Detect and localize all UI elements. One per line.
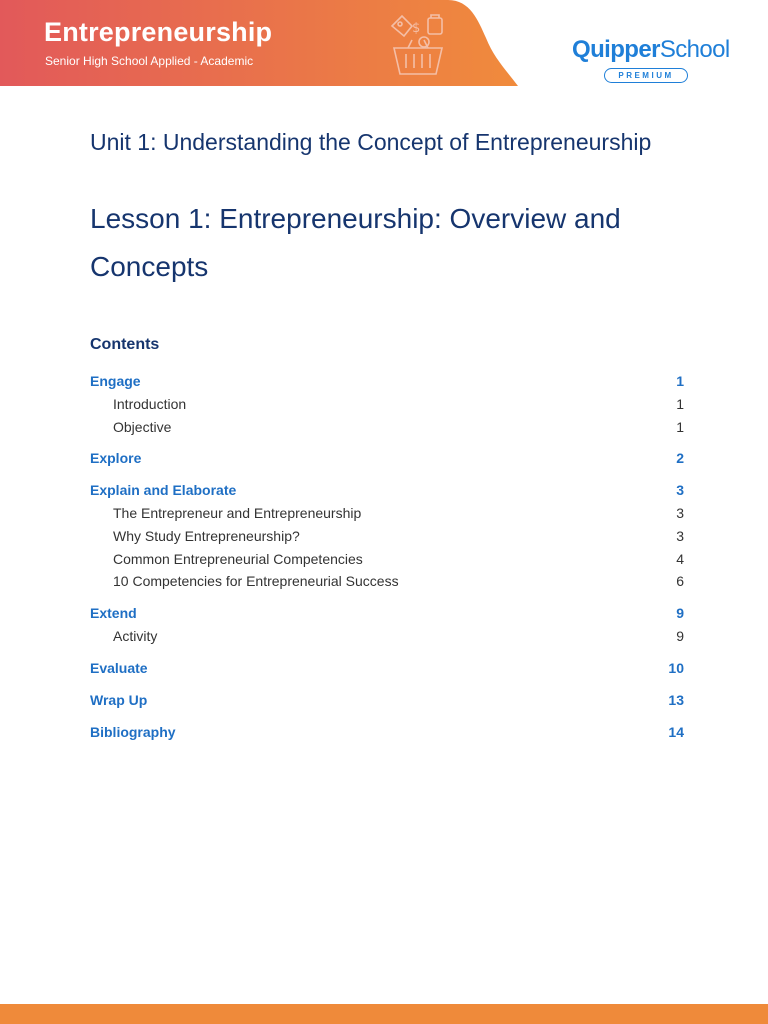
svg-text:$: $ <box>412 21 421 36</box>
course-subtitle: Senior High School Applied - Academic <box>45 54 254 68</box>
toc-label: Wrap Up <box>90 691 148 708</box>
toc-label: The Entrepreneur and Entrepreneurship <box>113 505 362 522</box>
toc-page: 3 <box>676 505 684 522</box>
toc-entry-activity[interactable] <box>90 625 684 648</box>
contents-heading: Contents <box>90 336 160 353</box>
toc-entry-common-competencies[interactable] <box>90 548 684 571</box>
toc-label: Bibliography <box>90 723 176 740</box>
toc-label: 10 Competencies for Entrepreneurial Success <box>113 573 399 590</box>
toc-label: Activity <box>113 628 158 645</box>
toc-entry-why-study[interactable] <box>90 525 684 548</box>
table-of-contents <box>90 370 684 744</box>
unit-title: Unit 1: Understanding the Concept of Entrepreneurship <box>90 129 652 155</box>
lesson-title: Lesson 1: Entrepreneurship: Overview and Concepts <box>90 203 621 282</box>
brand-name-quipper: Quipper <box>572 36 660 63</box>
premium-badge: PREMIUM <box>604 68 688 83</box>
toc-entry-bibliography[interactable] <box>90 721 684 744</box>
toc-label: Objective <box>113 418 172 435</box>
shopping-basket-icon <box>388 12 448 76</box>
toc-page: 9 <box>676 628 684 645</box>
toc-entry-explore[interactable] <box>90 447 684 470</box>
toc-label: Engage <box>90 373 141 389</box>
toc-page: 9 <box>676 605 684 622</box>
toc-page: 2 <box>676 450 684 467</box>
brand-name-school: School <box>659 36 730 63</box>
quipper-school-logo <box>572 36 730 83</box>
toc-page: 14 <box>668 723 684 740</box>
toc-page: 4 <box>676 550 684 567</box>
toc-label: Why Study Entrepreneurship? <box>113 528 300 545</box>
toc-label: Explain and Elaborate <box>90 482 237 499</box>
toc-label: Evaluate <box>90 659 148 676</box>
toc-page: 6 <box>676 573 684 590</box>
toc-entry-wrap-up[interactable] <box>90 689 684 712</box>
toc-entry-entrepreneur-and-entrepreneurship[interactable] <box>90 502 684 525</box>
toc-page: 10 <box>668 659 684 676</box>
toc-label: Explore <box>90 450 142 467</box>
toc-page: 3 <box>676 482 684 499</box>
footer-bar <box>0 1004 768 1024</box>
toc-label: Extend <box>90 605 137 622</box>
toc-entry-engage[interactable] <box>90 370 684 393</box>
toc-entry-introduction[interactable] <box>90 393 684 416</box>
toc-label: Introduction <box>113 396 187 412</box>
toc-page: 13 <box>668 691 684 708</box>
toc-page: 1 <box>676 396 684 412</box>
toc-entry-10-competencies[interactable] <box>90 570 684 593</box>
course-title: Entrepreneurship <box>44 17 273 47</box>
toc-entry-explain-and-elaborate[interactable] <box>90 479 684 502</box>
toc-entry-evaluate[interactable] <box>90 657 684 680</box>
toc-entry-extend[interactable] <box>90 602 684 625</box>
toc-page: 3 <box>676 528 684 545</box>
toc-page: 1 <box>676 418 684 435</box>
toc-label: Common Entrepreneurial Competencies <box>113 550 363 567</box>
toc-page: 1 <box>676 373 684 389</box>
toc-entry-objective[interactable] <box>90 416 684 439</box>
